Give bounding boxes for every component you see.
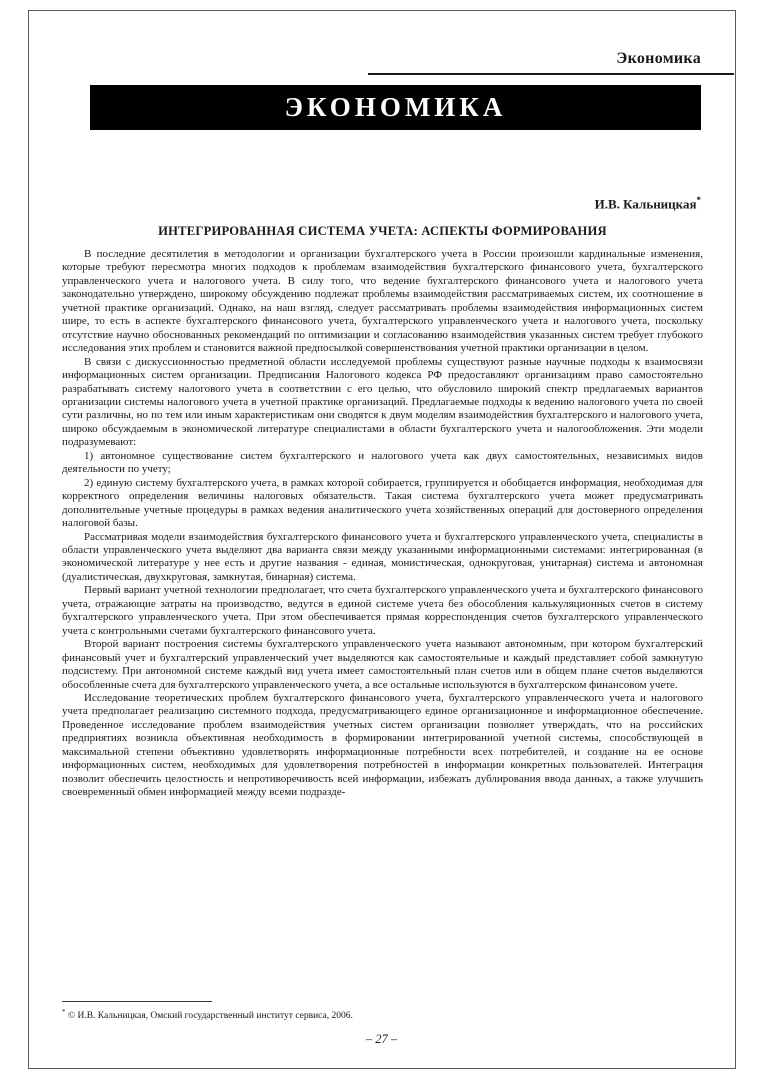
paragraph: В связи с дискуссионностью предметной области исследуемой проблемы существуют разные научные подходы к взаимосвязи информационных систем организации. Предписания Налогового кодекса РФ предоставляют организациям право самостоятельно разрабатывать систему налогового учета в соответствии с его целью, что обусловило широкий спектр предлагаемых вариантов организации системы налогового учета в учетной практике организаций. Предлагаемые подходы к ведению налогового учета по своей сути различны, но по тем или иным характеристикам они сводятся к двум моделям взаимодействия бухгалтерского и налогового учета, широко обсуждаемым в экономической литературе специалистами в области бухгалтерского учета и налогообложения. Эти модели подразумевают: xyxy=(62,355,703,449)
page-number: – 27 – xyxy=(365,1032,398,1046)
author-footnote-mark: * xyxy=(696,195,701,205)
footnote-rule xyxy=(62,1001,212,1002)
author-name: И.В. Кальницкая xyxy=(594,196,697,212)
article-body xyxy=(62,248,703,800)
footnote-text: © И.В. Кальницкая, Омский государственный институт сервиса, 2006. xyxy=(65,1011,353,1022)
paragraph: Первый вариант учетной технологии предполагает, что счета бухгалтерского управленческого учета и бухгалтерского финансового учета, отражающие затраты на производство, ведутся в единой системе учета без обособления калькуляционных счетов в систему бухгалтерского управленческого учета. При этом обеспечивается прямая корреспонденция счетов бухгалтерского управленческого учета с контрольными счетами бухгалтерского финансового учета. xyxy=(62,584,703,637)
paragraph: Второй вариант построения системы бухгалтерского управленческого учета называют автономным, при котором бухгалтерский финансовый учет и бухгалтерский управленческий учет выделяются как самостоятельные и каждый представляет собой замкнутую подсистему. При автономной системе каждый вид учета имеет самостоятельный план счетов или в общем плане счетов выделяются обособленные счета для бухгалтерского управленческого учета, а все остальные используются в бухгалтерском финансовом учете. xyxy=(62,638,703,691)
running-head-section: Экономика xyxy=(616,50,701,67)
list-item-1: 1) автономное существование систем бухгалтерского и налогового учета как двух самостоятельных, независимых видов деятельности по учету; xyxy=(62,449,703,476)
section-banner: ЭКОНОМИКА xyxy=(90,85,701,130)
footnote-marker: * xyxy=(62,1008,66,1016)
paragraph: Исследование теоретических проблем бухгалтерского финансового учета, бухгалтерского управленческого учета и налогового учета предполагает реализацию системного подхода, предусматривающего единое организационное и информационное обеспечение. Проведенное исследование проблем взаимодействия учетных систем организации позволяет утверждать, что на российских предприятиях возникла объективная необходимость в формировании интегрированной учетной системы, способствующей в максимальной степени объективно удовлетворять информационные потребности всех потребителей, и создание на ее основе информационных систем, необходимых для удовлетворения потребностей в информации конкретных пользователей. Интеграция позволит обеспечить целостность и непротиворечивость всей информации, избежать дублирования ввода данных, а также улучшить своевременный обмен информацией между всеми подразде- xyxy=(62,691,703,799)
paragraph: В последние десятилетия в методологии и организации бухгалтерского учета в России произошли кардинальные изменения, которые требуют пересмотра многих подходов к проблемам взаимодействия бухгалтерского финансового учета, бухгалтерского управленческого учета и налогового учета. В силу того, что ведение бухгалтерского финансового учета и налогового учета законодательно утверждено, широкому обсуждению подлежат проблемы взаимодействия рассматриваемых систем, их соотношение в учетной практике организаций. Однако, на наш взгляд, следует рассматривать проблемы взаимодействия информационных систем шире, то есть в аспекте бухгалтерского финансового учета, бухгалтерского управленческого учета и налогового учета, поскольку отсутствие научно обоснованных рекомендаций по оптимизации и согласованию взаимодействия указанных систем требует глубокого исследования этих проблем и становится важной предпосылкой совершенствования учетной практики организации в целом. xyxy=(62,248,703,355)
author-line xyxy=(595,195,701,212)
running-head-rule xyxy=(368,73,734,75)
footnote xyxy=(62,1006,703,1022)
article-title: ИНТЕГРИРОВАННАЯ СИСТЕМА УЧЕТА: АСПЕКТЫ ФОРМИРОВАНИЯ xyxy=(158,224,607,238)
paragraph: Рассматривая модели взаимодействия бухгалтерского финансового учета и бухгалтерского управленческого учета, специалисты в области управленческого учета выделяют два варианта связи между указанными информационными системами: интегрированная (в экономической литературе у нее есть и другие названия - единая, монистическая, однокруговая, унитарная) система и автономная (дуалистическая, двухкруговая, замкнутая, бинарная) система. xyxy=(62,530,703,583)
list-item-2: 2) единую систему бухгалтерского учета, в рамках которой собирается, группируется и обобщается информация, необходимая для корректного определения величины налоговых обязательств. Такая система бухгалтерского учета может предусматривать дополнительные учетные процедуры в рамках ведения аналитического учета хозяйственных операций для достоверного определения налоговой базы. xyxy=(62,476,703,530)
